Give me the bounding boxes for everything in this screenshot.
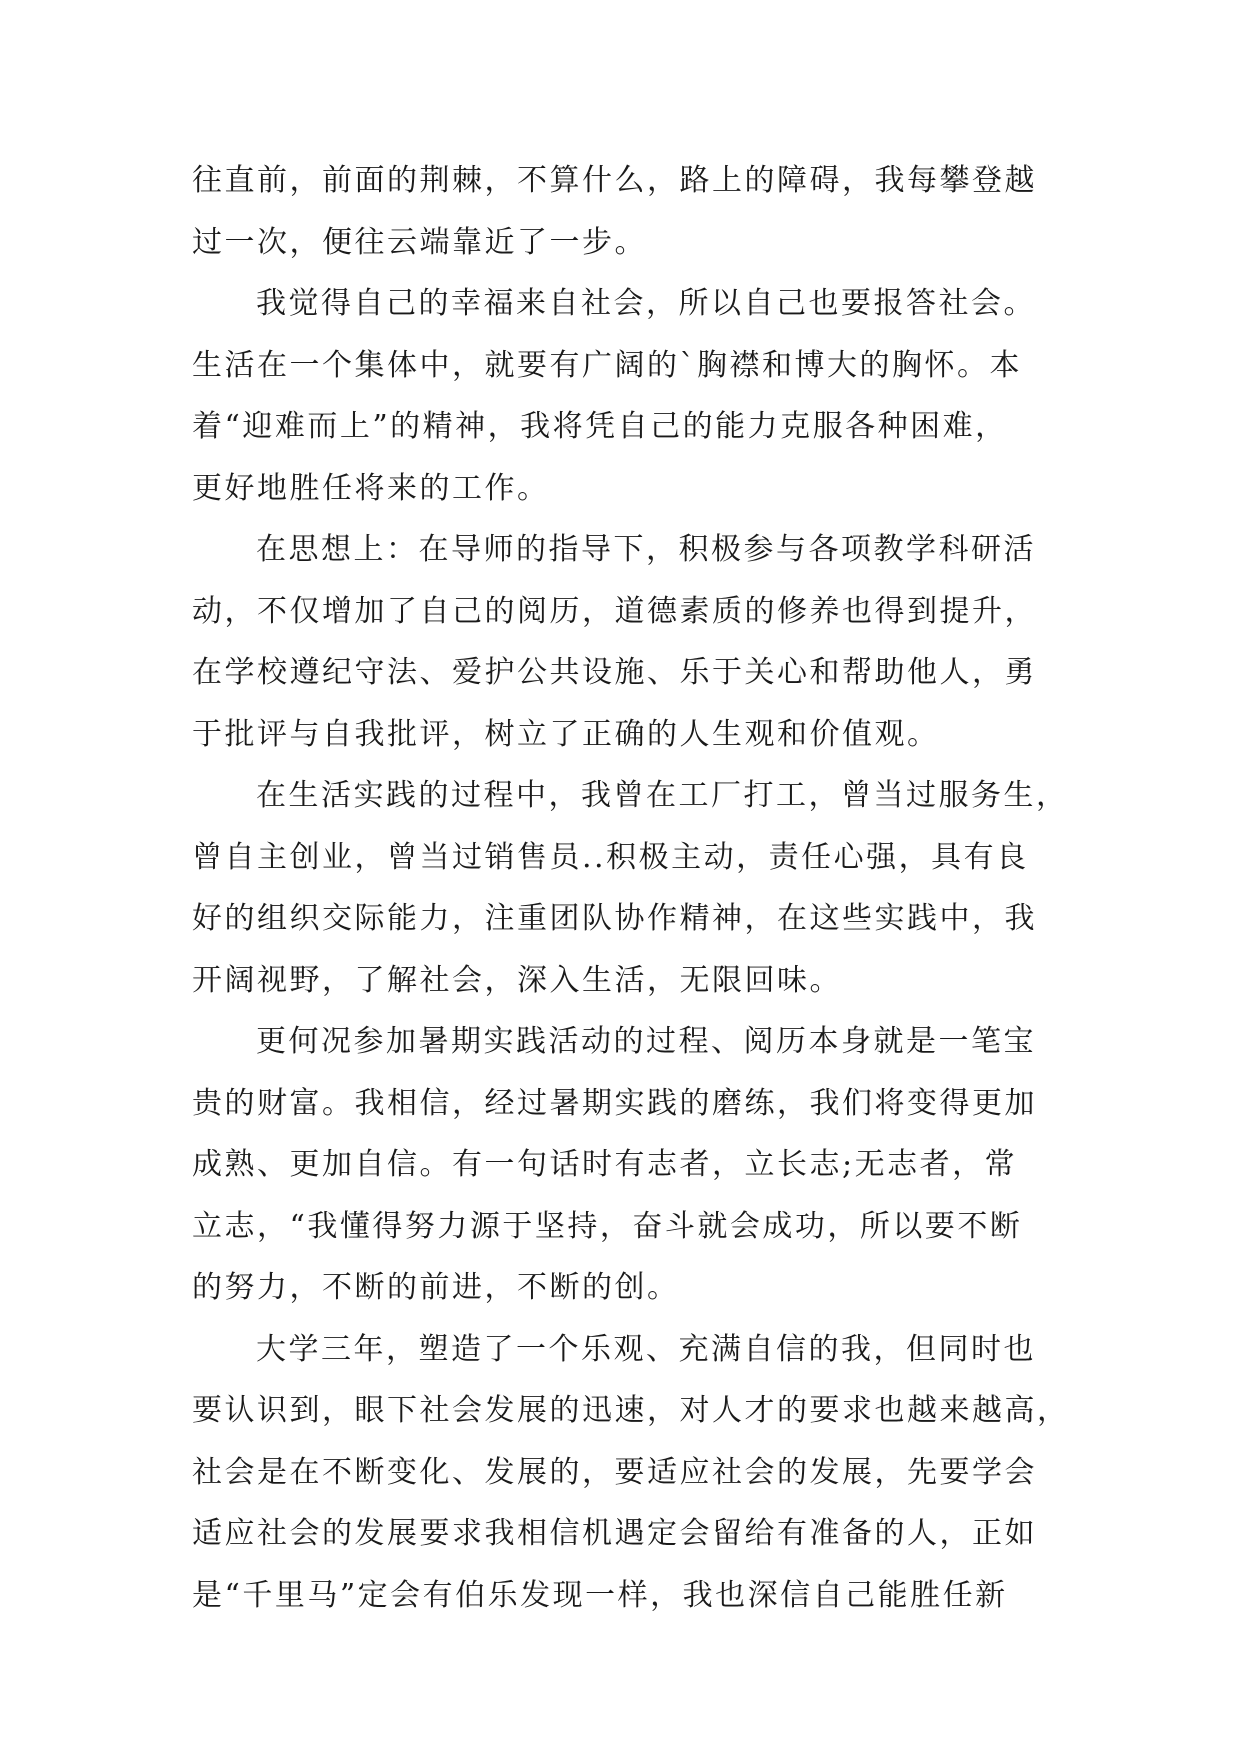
text-line: 动，不仅增加了自己的阅历，道德素质的修养也得到提升， [192, 593, 1037, 629]
text-line: 适应社会的发展要求我相信机遇定会留给有准备的人，正如 [192, 1516, 1037, 1551]
paragraph [192, 1329, 1070, 1637]
text-line: 好的组织交际能力，注重团队协作精神，在这些实践中，我 [192, 901, 1037, 936]
text-line: 贵的财富。我相信，经过暑期实践的磨练，我们将变得更加 [192, 1085, 1037, 1121]
paragraph [192, 283, 1062, 529]
text-line: 生活在一个集体中，就要有广阔的`胸襟和博大的胸怀。本 [192, 347, 1022, 383]
text-line: 立志，“我懂得努力源于坚持，奋斗就会成功，所以要不断 [192, 1208, 1023, 1244]
text-line: 过一次，便往云端靠近了一步。 [192, 224, 647, 260]
paragraph [192, 775, 1069, 1021]
paragraph [192, 160, 1062, 283]
text-line: 着“迎难而上”的精神，我将凭自己的能力克服各种困难， [192, 409, 1008, 444]
text-line: 更何况参加暑期实践活动的过程、阅历本身就是一笔宝 [256, 1024, 1036, 1059]
text-line: 往直前，前面的荆棘，不算什么，路上的障碍，我每攀登越 [192, 163, 1037, 198]
text-line: 的努力，不断的前进，不断的创。 [192, 1270, 680, 1305]
paragraph [192, 1021, 1062, 1329]
text-line: 大学三年，塑造了一个乐观、充满自信的我，但同时也 [256, 1331, 1036, 1367]
text-line: 在生活实践的过程中，我曾在工厂打工，曾当过服务生， [256, 778, 1069, 813]
text-line: 开阔视野，了解社会，深入生活，无限回味。 [192, 962, 842, 998]
text-line: 我觉得自己的幸福来自社会，所以自己也要报答社会。 [256, 286, 1036, 321]
paragraph [192, 529, 1062, 775]
text-line: 于批评与自我批评，树立了正确的人生观和价值观。 [192, 716, 940, 752]
body-text [192, 160, 1070, 1636]
text-line: 是“千里马”定会有伯乐发现一样，我也深信自己能胜任新 [192, 1577, 1008, 1613]
text-line: 要认识到，眼下社会发展的迅速，对人才的要求也越来越高， [192, 1393, 1070, 1428]
text-line: 在学校遵纪守法、爱护公共设施、乐于关心和帮助他人，勇 [192, 655, 1037, 690]
text-line: 社会是在不断变化、发展的，要适应社会的发展，先要学会 [192, 1454, 1037, 1490]
text-line: 在思想上：在导师的指导下，积极参与各项教学科研活 [256, 532, 1036, 567]
text-line: 曾自主创业，曾当过销售员..积极主动，责任心强，具有良 [192, 839, 1029, 875]
text-line: 更好地胜任将来的工作。 [192, 470, 550, 506]
text-line: 成熟、更加自信。有一句话时有志者，立长志;无志者，常 [192, 1147, 1018, 1182]
